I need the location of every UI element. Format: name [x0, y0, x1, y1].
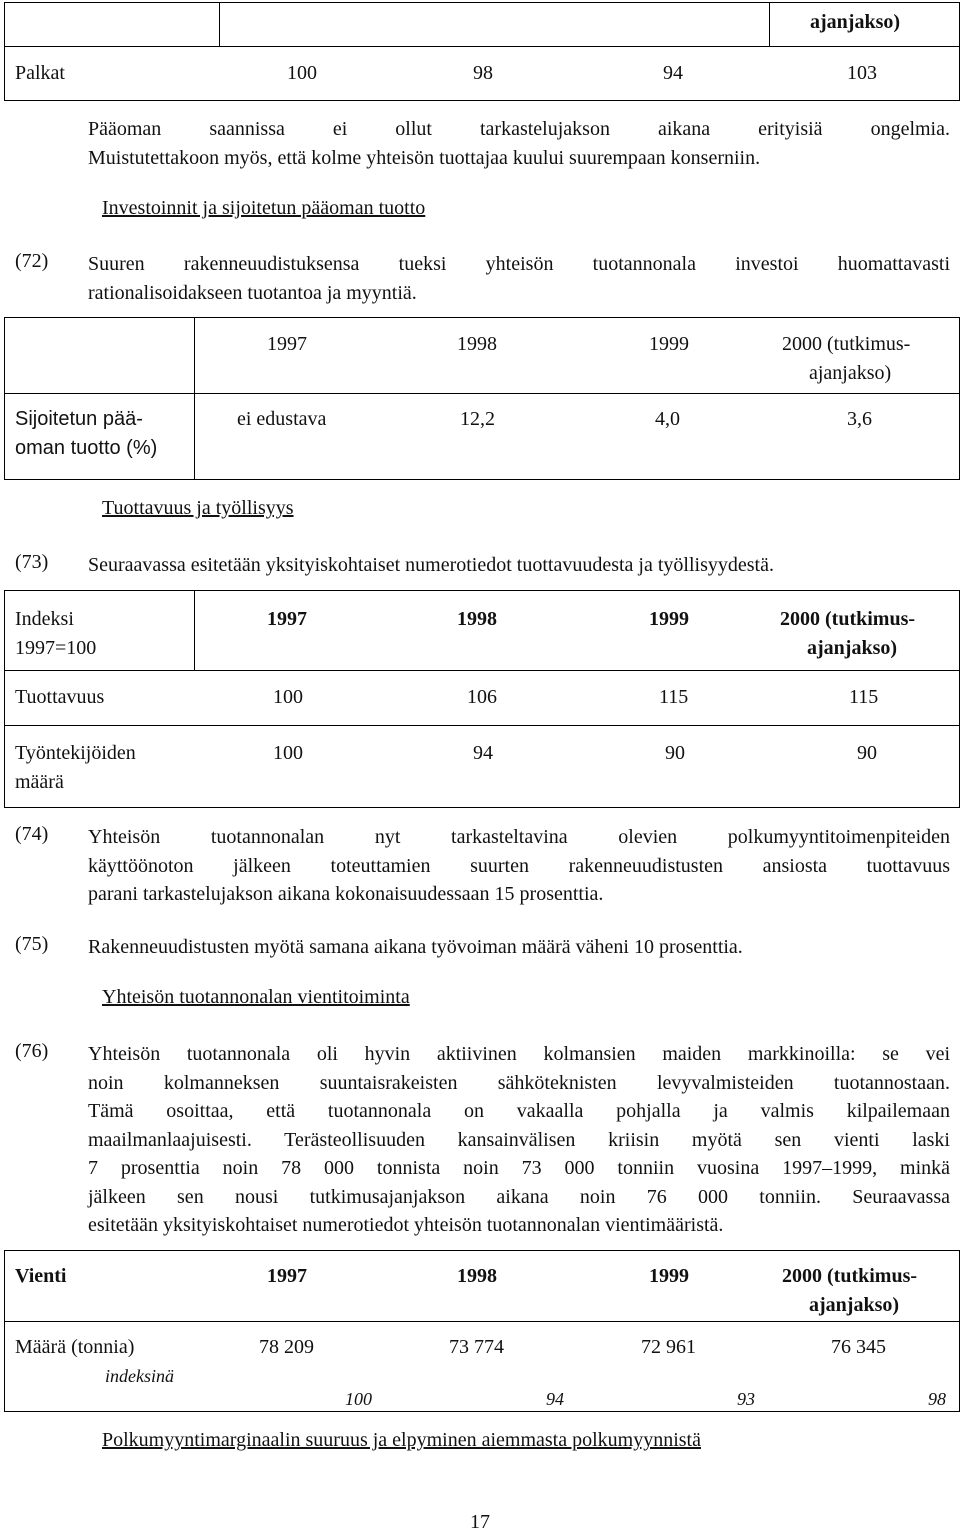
table-row: [5, 671, 960, 726]
paragraph-number: (75): [15, 933, 49, 955]
table-cell: [220, 3, 770, 47]
index-1999: 93: [737, 1389, 755, 1409]
table-cell: [5, 318, 195, 394]
row-label-l1: Sijoitetun pää-: [15, 408, 143, 430]
section-heading-dumping-margin: Polkumyyntimarginaalin suuruus ja elpyminen aiemmasta polkumyynnistä: [102, 1429, 701, 1451]
year-1997: 1997: [267, 608, 307, 630]
value-2000: 90: [857, 742, 877, 764]
section-heading-productivity: Tuottavuus ja työllisyys: [102, 497, 294, 519]
value-1998: 94: [473, 742, 493, 764]
paragraph-line: Seuraavassa esitetään yksityiskohtaiset numerotiedot tuottavuudesta ja työllisyydestä.: [88, 554, 774, 576]
paragraph-line: 7 prosenttia noin 78 000 tonnista noin 73 000 tonniin vuosina 1997–1999, minkä: [88, 1157, 950, 1179]
index-1997: 100: [345, 1389, 372, 1409]
export-table: [4, 1250, 960, 1412]
paragraph-line: Pääoman saannissa ei ollut tarkastelujakson aikana erityisiä ongelmia.: [88, 118, 950, 140]
value-1999: 4,0: [655, 408, 680, 430]
paragraph-line: jälkeen sen nousi tutkimusajanjakson aikana noin 76 000 tonniin. Seuraavassa: [88, 1185, 950, 1208]
table-header-row: [5, 1251, 960, 1322]
table-row: [5, 1322, 960, 1412]
table-header-row: [195, 318, 960, 394]
year-1999: 1999: [649, 333, 689, 355]
value-1999: 94: [663, 62, 683, 84]
productivity-table: [4, 590, 960, 808]
paragraph-line: noin kolmanneksen suuntaisrakeisten sähköteknisten levyvalmisteiden tuotannostaan.: [88, 1071, 950, 1094]
year-1997: 1997: [267, 1265, 307, 1287]
table-cell: [770, 3, 960, 47]
value-1999: 90: [665, 742, 685, 764]
index-1998: 94: [546, 1389, 564, 1409]
paragraph-75: [88, 933, 950, 962]
row-label: Määrä (tonnia): [15, 1336, 135, 1358]
index-2000: 98: [928, 1389, 946, 1409]
value-1999: 72 961: [641, 1336, 696, 1358]
paragraph-line: Tämä osoittaa, että tuotannonala on vakaalla pohjalla ja valmis kilpailemaan: [88, 1100, 950, 1122]
corner-cell: [5, 591, 195, 671]
page-number: 17: [470, 1511, 490, 1533]
year-2000-l1: 2000 (tutkimus-: [782, 1265, 918, 1287]
year-1999: 1999: [649, 608, 689, 630]
paragraph-number: (73): [15, 551, 49, 573]
row-label-l2: määrä: [15, 771, 64, 793]
year-1998: 1998: [457, 608, 497, 630]
paragraph-line: käyttöönoton jälkeen toteuttamien suurten rakenneuudistusten ansiosta tuottavuus: [88, 854, 950, 877]
value-1999: 115: [659, 686, 689, 708]
paragraph-number: (72): [15, 250, 49, 272]
paragraph-number: (76): [15, 1040, 49, 1062]
table-row: [5, 726, 960, 808]
value-2000: 103: [847, 62, 877, 84]
year-1998: 1998: [457, 333, 497, 355]
salary-table: [4, 2, 960, 101]
value-1998: 98: [473, 62, 493, 84]
value-2000: 76 345: [831, 1336, 886, 1358]
year-2000-l1: 2000 (tutkimus-: [780, 608, 916, 630]
paragraph-76: [88, 1040, 950, 1240]
value-1997: ei edustava: [237, 408, 327, 430]
index-label-l2: 1997=100: [15, 637, 97, 659]
row-sublabel: indeksinä: [105, 1366, 174, 1386]
paragraph-line: esitetään yksityiskohtaiset numerotiedot yhteisön tuotannonalan vientimääristä.: [88, 1214, 724, 1236]
row-label-cell: [5, 394, 195, 480]
table-header-row: [195, 591, 960, 671]
export-label: Vienti: [15, 1265, 67, 1287]
year-1999: 1999: [649, 1265, 689, 1287]
year-2000-l2: ajanjakso): [809, 362, 892, 384]
year-1997: 1997: [267, 333, 307, 355]
index-label-l1: Indeksi: [15, 608, 74, 630]
section-heading-investments: Investoinnit ja sijoitetun pääoman tuotto: [102, 197, 426, 219]
paragraph-line: rationalisoidakseen tuotantoa ja myyntiä.: [88, 281, 417, 304]
row-label-l1: Työntekijöiden: [15, 742, 136, 764]
paragraph-74: [88, 823, 950, 909]
year-1998: 1998: [457, 1265, 497, 1287]
value-1997: 100: [287, 62, 317, 84]
table-row: [195, 394, 960, 480]
paragraph-73: [88, 551, 950, 580]
table-cell: [5, 3, 220, 47]
row-label: Tuottavuus: [15, 686, 105, 708]
row-label-l2: oman tuotto (%): [15, 437, 158, 459]
year-2000-l2: ajanjakso): [809, 1294, 900, 1316]
row-label: Palkat: [15, 62, 65, 84]
roi-table: [4, 317, 960, 480]
paragraph-line: Muistutettakoon myös, että kolme yhteisön tuottajaa kuului suurempaan konserniin.: [88, 146, 761, 169]
value-1998: 106: [467, 686, 497, 708]
paragraph-72: [88, 250, 950, 307]
value-1998: 73 774: [449, 1336, 504, 1358]
paragraph-line: Suuren rakenneuudistuksensa tueksi yhteisön tuotannonala investoi huomattavasti: [88, 253, 950, 275]
value-1997: 78 209: [259, 1336, 314, 1358]
year-2000-l1: 2000 (tutkimus-: [782, 333, 911, 355]
year-2000-l2: ajanjakso): [807, 637, 898, 659]
paragraph-number: (74): [15, 823, 49, 845]
paragraph-line: Rakenneuudistusten myötä samana aikana työvoiman määrä väheni 10 prosenttia.: [88, 936, 743, 958]
paragraph-line: Yhteisön tuotannonala oli hyvin aktiivinen kolmansien maiden markkinoilla: se vei: [88, 1043, 950, 1065]
section-heading-exports: Yhteisön tuotannonalan vientitoiminta: [102, 986, 410, 1008]
value-2000: 3,6: [847, 408, 872, 430]
paragraph-line: Yhteisön tuotannonalan nyt tarkasteltavina olevien polkumyyntitoimenpiteiden: [88, 826, 950, 848]
value-1997: 100: [273, 742, 303, 764]
table-row: [5, 47, 960, 101]
value-1998: 12,2: [460, 408, 495, 430]
value-1997: 100: [273, 686, 303, 708]
paragraph-line: maailmanlaajuisesti. Terästeollisuuden kansainvälisen kriisin myötä sen vienti laski: [88, 1128, 950, 1151]
paragraph-line: parani tarkastelujakson aikana kokonaisuudessaan 15 prosenttia.: [88, 883, 604, 905]
value-2000: 115: [849, 686, 879, 708]
paragraph-capital: [88, 115, 950, 172]
header-period-label: ajanjakso): [810, 11, 901, 33]
